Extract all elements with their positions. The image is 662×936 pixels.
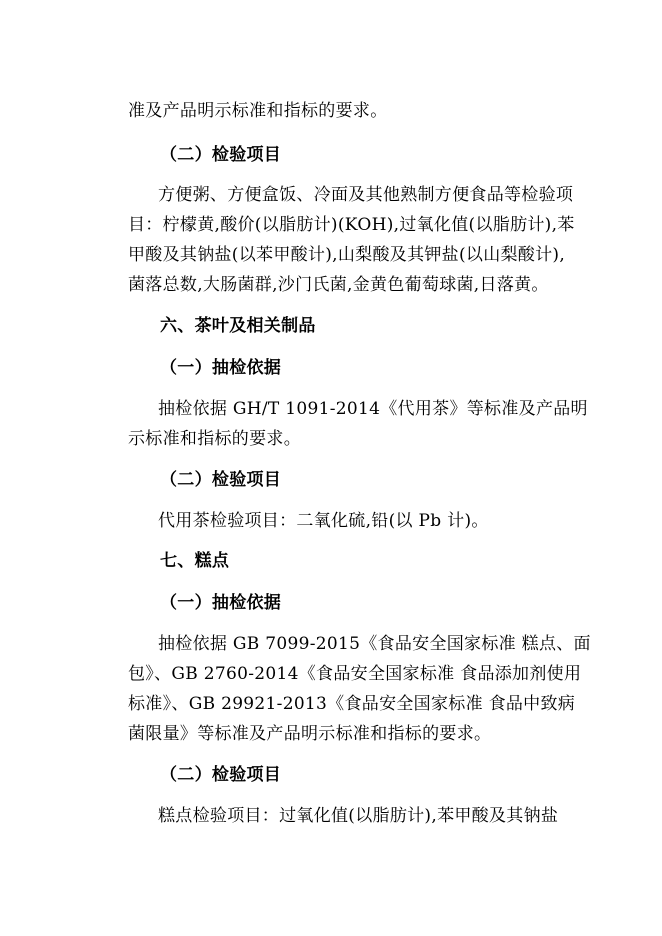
subsection-heading: （二）检验项目 xyxy=(160,470,282,490)
body-text-line: 示标准和指标的要求。 xyxy=(128,429,301,449)
section-heading: 六、茶叶及相关制品 xyxy=(160,316,316,336)
body-text-line: 菌限量》等标准及产品明示标准和指标的要求。 xyxy=(128,724,492,744)
body-text-line: 抽检依据 GH/T 1091-2014《代用茶》等标准及产品明 xyxy=(158,399,588,419)
subsection-heading: （二）检验项目 xyxy=(160,145,282,165)
body-text-line: 方便粥、方便盒饭、冷面及其他熟制方便食品等检验项 xyxy=(158,185,574,205)
body-text-line: 甲酸及其钠盐(以苯甲酸计),山梨酸及其钾盐(以山梨酸计), xyxy=(128,245,566,265)
subsection-heading: （二）检验项目 xyxy=(160,765,282,785)
subsection-heading: （一）抽检依据 xyxy=(160,593,282,613)
body-text-line: 糕点检验项目：过氧化值(以脂肪计),苯甲酸及其钠盐 xyxy=(158,806,559,826)
body-text-line: 包》、GB 2760-2014《食品安全国家标准 食品添加剂使用 xyxy=(128,664,582,684)
body-text-line: 标准》、GB 29921-2013《食品安全国家标准 食品中致病 xyxy=(128,694,576,714)
body-text-line: 抽检依据 GB 7099-2015《食品安全国家标准 糕点、面 xyxy=(158,634,591,654)
body-text-line: 准及产品明示标准和指标的要求。 xyxy=(128,101,388,121)
subsection-heading: （一）抽检依据 xyxy=(160,358,282,378)
body-text-line: 目：柠檬黄,酸价(以脂肪计)(KOH),过氧化值(以脂肪计),苯 xyxy=(128,215,575,235)
body-text-line: 代用茶检验项目：二氧化硫,铅(以 Pb 计)。 xyxy=(158,511,489,531)
section-heading: 七、糕点 xyxy=(160,551,230,571)
body-text-line: 菌落总数,大肠菌群,沙门氏菌,金黄色葡萄球菌,日落黄。 xyxy=(128,275,549,295)
